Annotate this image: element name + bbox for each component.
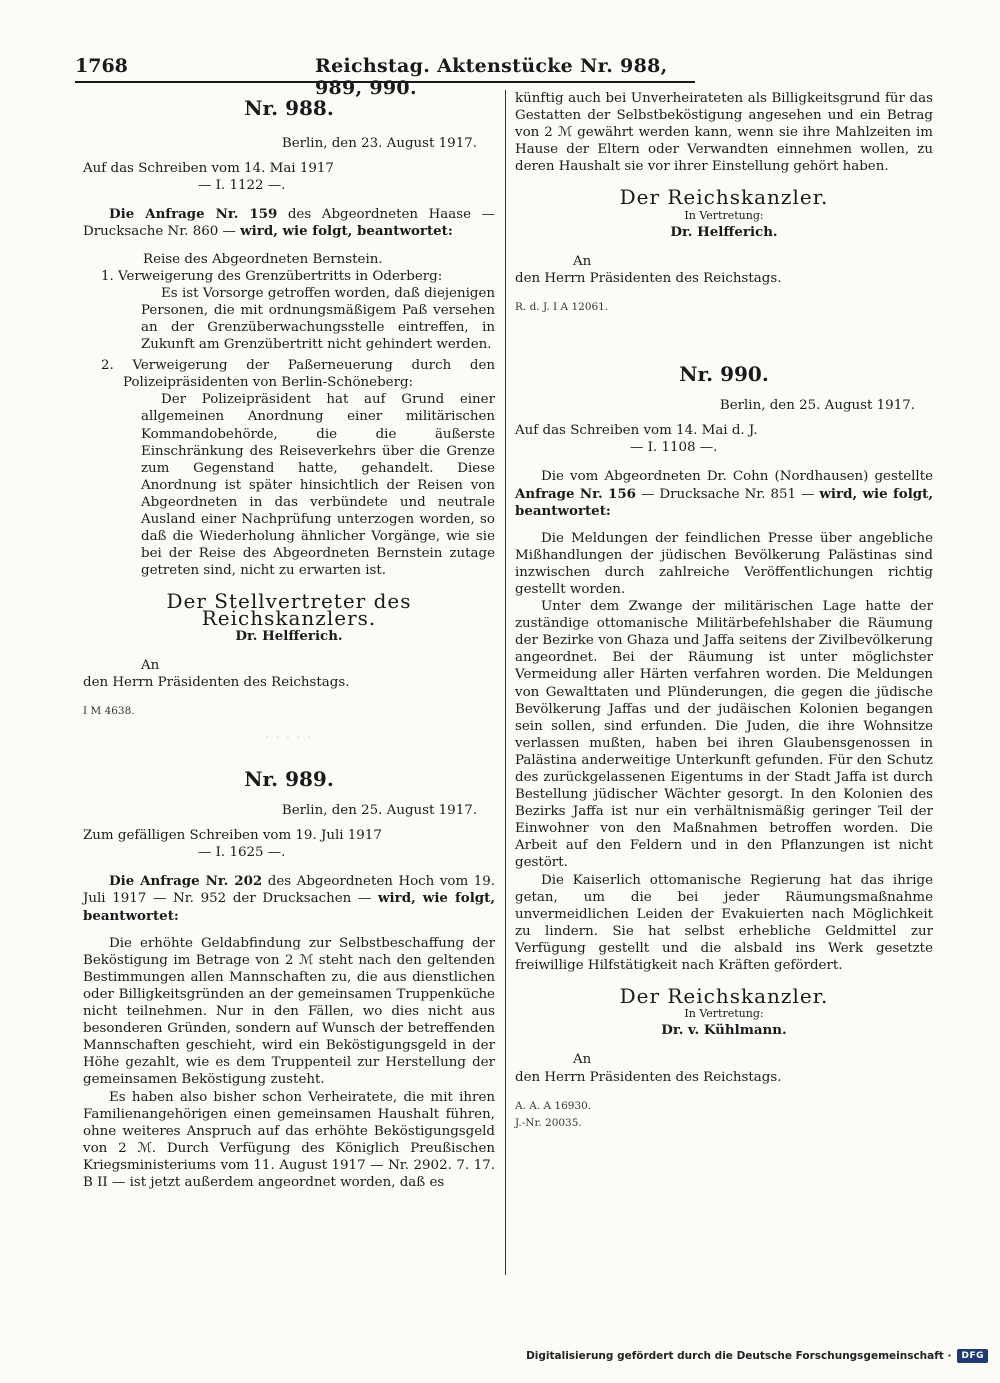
answer-phrase-990: wird, wie folgt, beantwortet: (515, 485, 934, 519)
intro-988 (83, 206, 495, 240)
signer-989 (515, 224, 933, 241)
date-989: Berlin, den 25. August 1917. (281, 803, 477, 819)
column-divider (505, 90, 506, 1275)
right-column (515, 90, 933, 1132)
file-number-990-a: A. A. A 16930. (515, 1099, 592, 1112)
answer-phrase: wird, wie folgt, beantwortet: (240, 223, 453, 240)
signature-988: Der Stellvertreter des Reichskanzlers. (166, 589, 412, 631)
paragraph-989-2: Es haben also bisher schon Verheiratete, die mit ihren Familienangehörigen einen gemeinsamen Haushalt führen, ohne weiteres Anspruch auf das erhöhte Beköstigungsgeld von 2 ℳ. Durch Verfügung des Königlich Preußischen Kriegsministeriums vom 11. August 1917 — Nr. 2902. 7. 17. B II — ist jetzt außerdem angeordnet worden, daß es (83, 1089, 495, 1190)
item-1-title: 1. Verweigerung des Grenzübertritts in Oderberg: (101, 268, 443, 284)
inquiry-text: des Abgeordneten Haase — Drucksache Nr. 860 — (83, 207, 495, 240)
signature-990: Der Reichskanzler. (619, 984, 829, 1009)
signer-988 (83, 628, 495, 645)
reference-989: Zum gefälligen Schreiben vom 19. Juli 1917 (83, 828, 382, 844)
inquiry-label-990: Anfrage Nr. 156 (515, 485, 636, 502)
paragraph-990-1: Die Meldungen der feindlichen Presse über angebliche Mißhandlungen der jüdischen Bevölkerung Palästinas sind inzwischen durch zahlreiche Veröffentlichungen richtig gestellt worden. (515, 530, 933, 597)
file-number-990-b: J.-Nr. 20035. (515, 1116, 582, 1129)
item-1-body: Es ist Vorsorge getroffen worden, daß diejenigen Personen, die mit ordnungsmäßigem Paß versehen an der Grenzüberwachungsstelle eintreffen, in Zukunft am Grenzübertritt nicht gehindert werden. (141, 285, 495, 353)
reference-number-990: — I. 1108 —. (630, 440, 718, 456)
reference-number-989: — I. 1625 —. (198, 845, 286, 861)
section-separator: · · · · · (265, 732, 313, 744)
reference-988: Auf das Schreiben vom 14. Mai 1917 (83, 161, 334, 177)
subject-988: Reise des Abgeordneten Bernstein. (143, 251, 383, 267)
inquiry-label: Die Anfrage Nr. 159 (109, 206, 278, 223)
deputy-989: In Vertretung: (684, 208, 764, 222)
heading-nr-990: Nr. 990. (679, 362, 769, 387)
inquiry-text-989: des Abgeordneten Hoch vom 19. Juli 1917 — Nr. 952 der Drucksachen — (83, 874, 495, 907)
paragraph-989-continued: künftig auch bei Unverheirateten als Billigkeitsgrund für das Gestatten der Selbstbeköstigung angesehen und ein Betrag von 2 ℳ gewährt werden kann, wenn sie ihre Mahlzeiten im Hause der Eltern oder Verwandten einnehmen wollen, zu deren Haushalt sie vor ihrer Einstellung gehört haben. (515, 91, 933, 175)
an-989: An (573, 253, 592, 269)
item-2-body: Der Polizeipräsident hat auf Grund einer allgemeinen Anordnung einer militärischen Kommandobehörde, die die äußerste Einschränkung des Reiseverkehrs über die Grenze zum Gegenstand hatte, gehandelt. Diese Anordnung ist später hinsichtlich der Reisen von Abgeordneten in das verbündete und neutrale Ausland einer Nachprüfung unterzogen worden, so daß die Wiederholung ähnlicher Vorgänge, wie sie bei der Reise des Abgeordneten Bernstein zutage getreten sind, nicht zu erwarten ist. (141, 392, 495, 579)
addressee-990: den Herrn Präsidenten des Reichstags. (515, 1069, 782, 1085)
heading-nr-989: Nr. 989. (244, 767, 334, 791)
reference-990: Auf das Schreiben vom 14. Mai d. J. (515, 423, 758, 439)
footer-text: Digitalisierung gefördert durch die Deutsche Forschungsgemeinschaft · (526, 1350, 952, 1362)
signer-988-text: Dr. Helfferich. (235, 627, 343, 644)
addressee-989: den Herrn Präsidenten des Reichstags. (515, 270, 782, 286)
inquiry-text-990-b: — Drucksache Nr. 851 — (635, 486, 820, 502)
signer-990 (515, 1022, 933, 1039)
page-number: 1768 (75, 55, 128, 77)
intro-990 (515, 468, 933, 519)
signer-990-text: Dr. v. Kühlmann. (661, 1022, 787, 1039)
an-990: An (573, 1052, 592, 1068)
addressee-988: den Herrn Präsidenten des Reichstags. (83, 674, 350, 690)
date-988: Berlin, den 23. August 1917. (281, 136, 477, 152)
paragraph-990-3: Die Kaiserlich ottomanische Regierung hat das ihrige getan, um die bei jeder Räumungsmaßnahme unvermeidlichen Leiden der Evakuierten nach Möglichkeit zu lindern. Sie hat selbst erhebliche Geldmittel zur Verfügung gestellt und die alsbald ins Werk gesetzte freiwillige Hilfstätigkeit nach Kräften gefördert. (515, 872, 933, 974)
left-column (83, 90, 495, 1191)
an-988: An (141, 657, 160, 673)
signature-989: Der Reichskanzler. (619, 185, 829, 210)
reference-number-988: — I. 1122 —. (198, 178, 286, 194)
running-title: Reichstag. Aktenstücke Nr. 988, 989, 990. (315, 55, 668, 99)
paragraph-990-2: Unter dem Zwange der militärischen Lage hatte der zuständige ottomanische Militärbefehlshaber die Räumung der Bezirke von Ghaza und Jaffa seitens der Zivilbevölkerung angeordnet. Bei der Räumung ist unter möglichster Vermeidung aller Härten verfahren worden. Die Meldungen von Gewalttaten und Plünderungen, die gegen die jüdische Bevölkerung Jaffas und der judäischen Kolonien begangen sein sollen, sind erfunden. Die Juden, die ihre Wohnsitze verlassen mußten, haben bei ihren Glaubensgenossen in Palästina anderweitige Unterkunft gefunden. Für den Schutz des zurückgelassenen Eigentums in der Stadt Jaffa ist durch Bestellung jüdischer Wächter gesorgt. In den Kolonien des Bezirks Jaffa ist nur ein verhältnismäßig geringer Teil der Einwohner von den Maßnahmen betroffen worden. Die Arbeit auf den Feldern und in den Pflanzungen ist nicht gestört. (515, 599, 933, 871)
page-header (75, 55, 695, 99)
item-2-title: 2. Verweigerung der Paßerneuerung durch den Polizeipräsidenten von Berlin-Schöneberg: (101, 358, 495, 391)
signer-989-text: Dr. Helfferich. (670, 223, 778, 240)
paragraph-989-1: Die erhöhte Geldabfindung zur Selbstbeschaffung der Beköstigung im Betrage von 2 ℳ steht nach den geltenden Bestimmungen allen Mannschaften zu, die aus dienstlichen oder Billigkeitsgründen an der gemeinsamen Truppenküche nicht teilnehmen. Nur in den Fällen, wo dies nicht aus besonderen Gründen, sondern auf Wunsch der betreffenden Mannschaften geschieht, wird ein Beköstigungsgeld in der Höhe gezahlt, wie es dem Truppenteil zur Herstellung der gemeinsamen Beköstigung zusteht. (83, 935, 495, 1088)
footer-credit (526, 1349, 988, 1363)
dfg-logo-icon: DFG (957, 1349, 988, 1363)
inquiry-label-989: Die Anfrage Nr. 202 (109, 873, 263, 890)
heading-nr-988: Nr. 988. (244, 96, 334, 120)
file-number-989: R. d. J. I A 12061. (515, 300, 609, 313)
answer-phrase-989: wird, wie folgt, beantwortet: (83, 890, 495, 924)
intro-989 (83, 873, 495, 924)
file-number-988: I M 4638. (83, 704, 135, 717)
date-990: Berlin, den 25. August 1917. (719, 398, 915, 414)
inquiry-text-990-a: Die vom Abgeordneten Dr. Cohn (Nordhausen) gestellte (541, 469, 933, 485)
deputy-990: In Vertretung: (684, 1007, 764, 1021)
